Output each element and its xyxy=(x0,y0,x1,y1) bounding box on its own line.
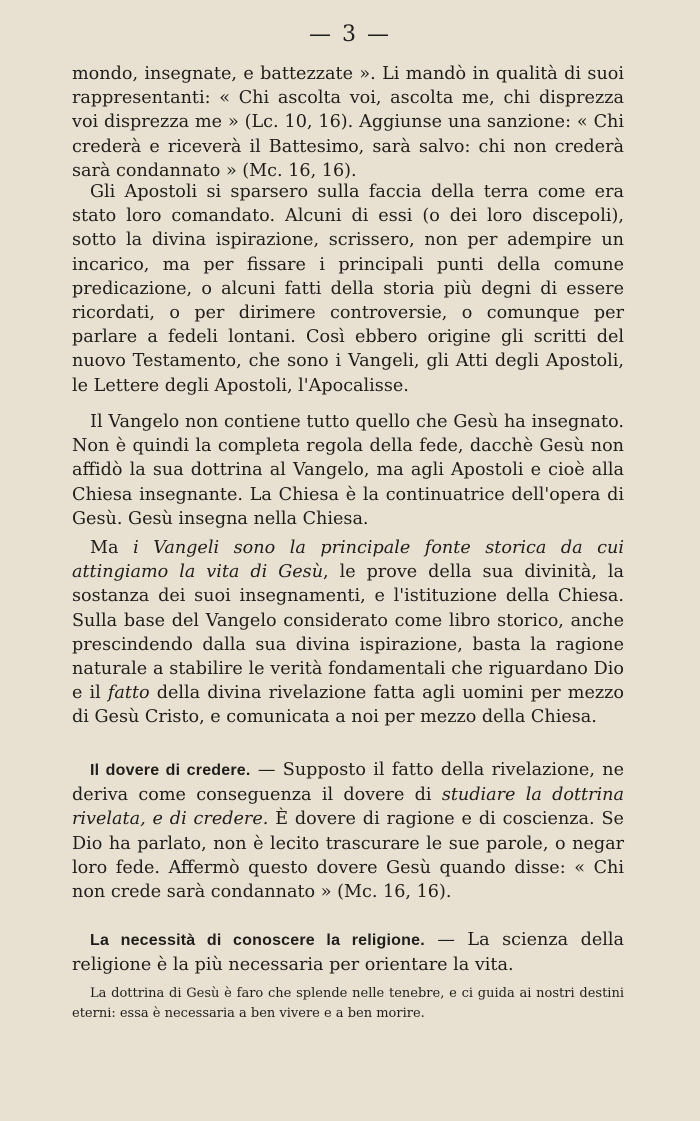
paragraph-4-lead: Ma xyxy=(90,538,134,558)
paragraph-1: mondo, insegnate, e battezzate ». Li mandò in qualità di suoi rappresentanti: « Chi ascolta voi, ascolta me, chi disprezza voi disprezza me » (Lc. 10, 16). Aggiunse una sanzione: « Chi crederà e riceverà il Battesimo, sarà salvo: chi non crederà sarà condannato » (Mc. 16, 16). xyxy=(72,64,624,181)
section-heading-dovere: Il dovere di credere. xyxy=(90,762,251,779)
paragraph-2: Gli Apostoli si sparsero sulla faccia della terra come era stato loro comandato. Alcuni di essi (o dei loro discepoli), sotto la divina ispirazione, scrissero, non per adempire un incarico, ma per fissare i principali punti della comune predicazione, o alcuni fatti della storia più degni di essere ricordati, o per dirimere controversie, o comunque per parlare a fedeli lontani. Così ebbero origine gli scritti del nuovo Testamento, che sono i Vangeli, gli Atti degli Apostoli, le Lettere degli Apostoli, l'Apocalisse. xyxy=(72,182,624,396)
paragraph-4-italic: i Vangeli sono la principale fonte storica da cui attingiamo la vita di Gesù xyxy=(72,538,624,583)
paragraph-4-mid: , le prove della sua divinità, la sostanza dei suoi insegnamenti, e l'istituzione della Chiesa. Sulla base del Vangelo considerato come libro storico, anche prescindendo dalla sua divina ispirazione, basta la ragione naturale a stabilire le verità fondamentali che riguardano Dio e il xyxy=(72,562,624,704)
page-number: — 3 — xyxy=(309,22,391,47)
paragraph-6 xyxy=(72,928,624,977)
paragraph-5-italic: studiare la dottrina rivelata, e di credere. xyxy=(72,785,624,830)
paragraph-6-tail: — La scienza della religione è la più necessaria per orientare la vita. xyxy=(72,930,624,976)
paragraph-5-tail: È dovere di ragione e di coscienza. Se Dio ha parlato, non è lecito trascurare le sue parole, o negar loro fede. Affermò questo dovere Gesù quando disse: « Chi non crede sarà condannato » (Mc. 16, 16). xyxy=(72,809,624,903)
paragraph-4 xyxy=(72,536,624,730)
paragraph-5-lead: — Supposto il fatto della rivelazione, ne deriva come conseguenza il dovere di xyxy=(72,760,624,806)
section-heading-necessita: La necessità di conoscere la religione. xyxy=(90,932,425,949)
paragraph-4-italic-2: fatto xyxy=(107,683,150,704)
paragraph-4-tail: della divina rivelazione fatta agli uomini per mezzo di Gesù Cristo, e comunicata a noi per mezzo della Chiesa. xyxy=(72,683,624,728)
paragraph-5 xyxy=(72,758,624,904)
footnote: La dottrina di Gesù è faro che splende nelle tenebre, e ci guida ai nostri destini eterni: essa è necessaria a ben vivere e a ben morire. xyxy=(72,986,624,1021)
paragraph-3: Il Vangelo non contiene tutto quello che Gesù ha insegnato. Non è quindi la completa regola della fede, dacchè Gesù non affidò la sua dottrina al Vangelo, ma agli Apostoli e cioè alla Chiesa insegnante. La Chiesa è la continuatrice dell'opera di Gesù. Gesù insegna nella Chiesa. xyxy=(72,412,624,529)
